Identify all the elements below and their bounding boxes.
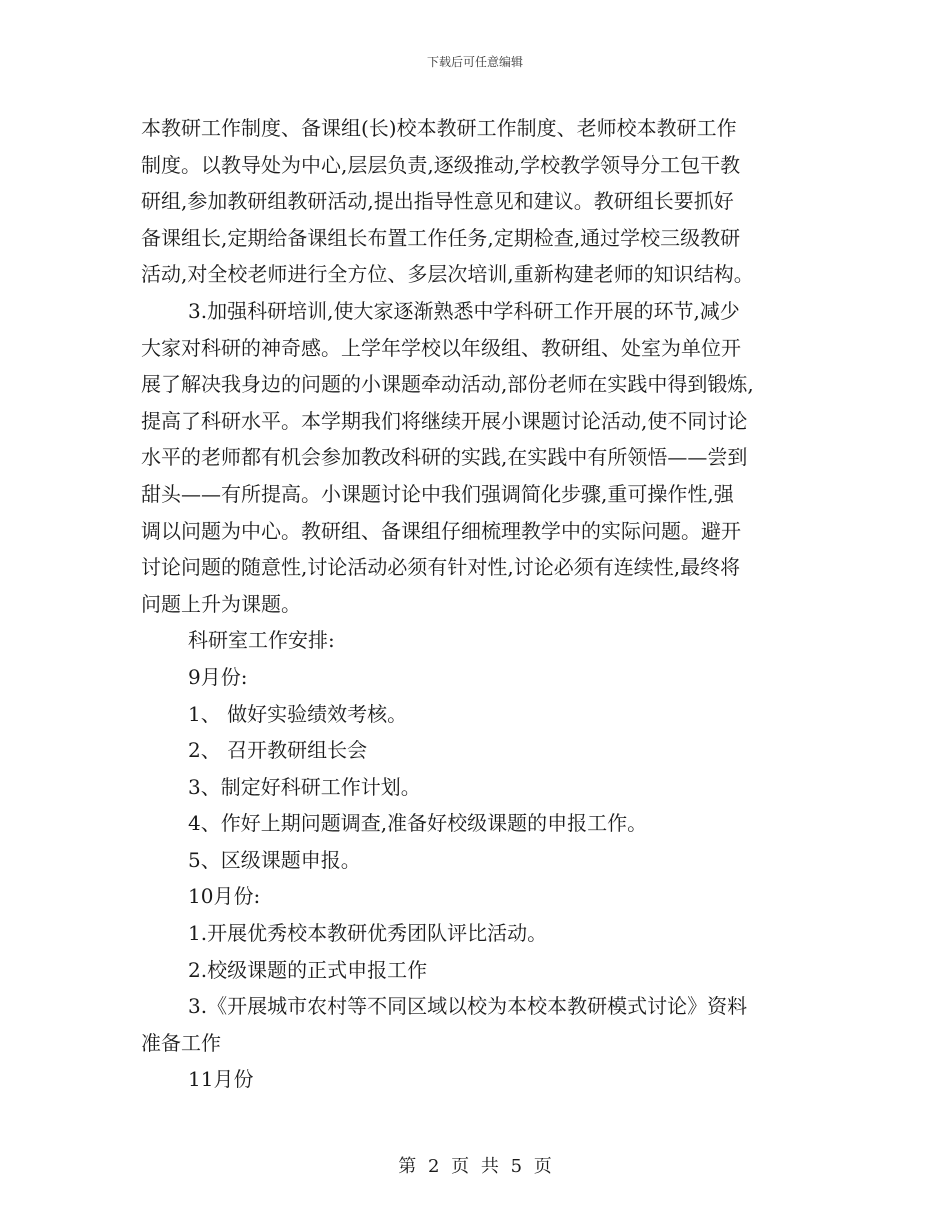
body-line: 提高了科研水平。本学期我们将继续开展小课题讨论活动,使不同讨论	[141, 408, 748, 433]
list-item-continuation: 准备工作	[141, 1030, 221, 1055]
month-heading: 11月份	[188, 1067, 254, 1092]
list-item: 2、 召开教研组长会	[188, 738, 368, 763]
body-line: 大家对科研的神奇感。上学年学校以年级组、教研组、处室为单位开	[141, 335, 741, 360]
body-line: 展了解决我身边的问题的小课题牵动活动,部份老师在实践中得到锻炼,	[141, 372, 754, 397]
body-line: 活动,对全校老师进行全方位、多层次培训,重新构建老师的知识结构。	[141, 262, 754, 287]
page-number: 第 2 页 共 5 页	[398, 1156, 552, 1177]
body-line: 备课组长,定期给备课组长布置工作任务,定期检查,通过学校三级教研	[141, 225, 741, 250]
body-line: 调以问题为中心。教研组、备课组仔细梳理教学中的实际问题。避开	[141, 518, 741, 543]
body-line: 水平的老师都有机会参加教改科研的实践,在实践中有所领悟——尝到	[141, 445, 748, 470]
section-heading: 科研室工作安排:	[188, 628, 335, 653]
body-line: 研组,参加教研组教研活动,提出指导性意见和建议。教研组长要抓好	[141, 189, 734, 214]
body-line: 本教研工作制度、备课组(长)校本教研工作制度、老师校本教研工作	[141, 116, 737, 140]
list-item: 1、 做好实验绩效考核。	[188, 701, 408, 726]
list-item: 1.开展优秀校本教研优秀团队评比活动。	[188, 921, 548, 946]
body-line: 甜头——有所提高。小课题讨论中我们强调简化步骤,重可操作性,强	[141, 481, 734, 506]
body-line: 3.加强科研培训,使大家逐渐熟悉中学科研工作开展的环节,减少	[188, 298, 740, 323]
month-heading: 10月份:	[188, 884, 261, 909]
list-item: 3、制定好科研工作计划。	[188, 774, 421, 799]
body-line: 问题上升为课题。	[141, 591, 301, 616]
body-line: 讨论问题的随意性,讨论活动必须有针对性,讨论必须有连续性,最终将	[141, 555, 741, 580]
body-line: 制度。以教导处为中心,层层负责,逐级推动,学校教学领导分工包干教	[141, 152, 741, 177]
list-item: 4、作好上期问题调查,准备好校级课题的申报工作。	[188, 811, 648, 836]
list-item: 5、区级课题申报。	[188, 847, 361, 872]
list-item: 3.《开展城市农村等不同区域以校为本校本教研模式讨论》资料	[188, 994, 748, 1019]
list-item: 2.校级课题的正式申报工作	[188, 957, 428, 982]
page-header: 下载后可任意编辑	[426, 55, 523, 69]
document-body	[141, 110, 821, 1098]
month-heading: 9月份:	[188, 664, 248, 689]
